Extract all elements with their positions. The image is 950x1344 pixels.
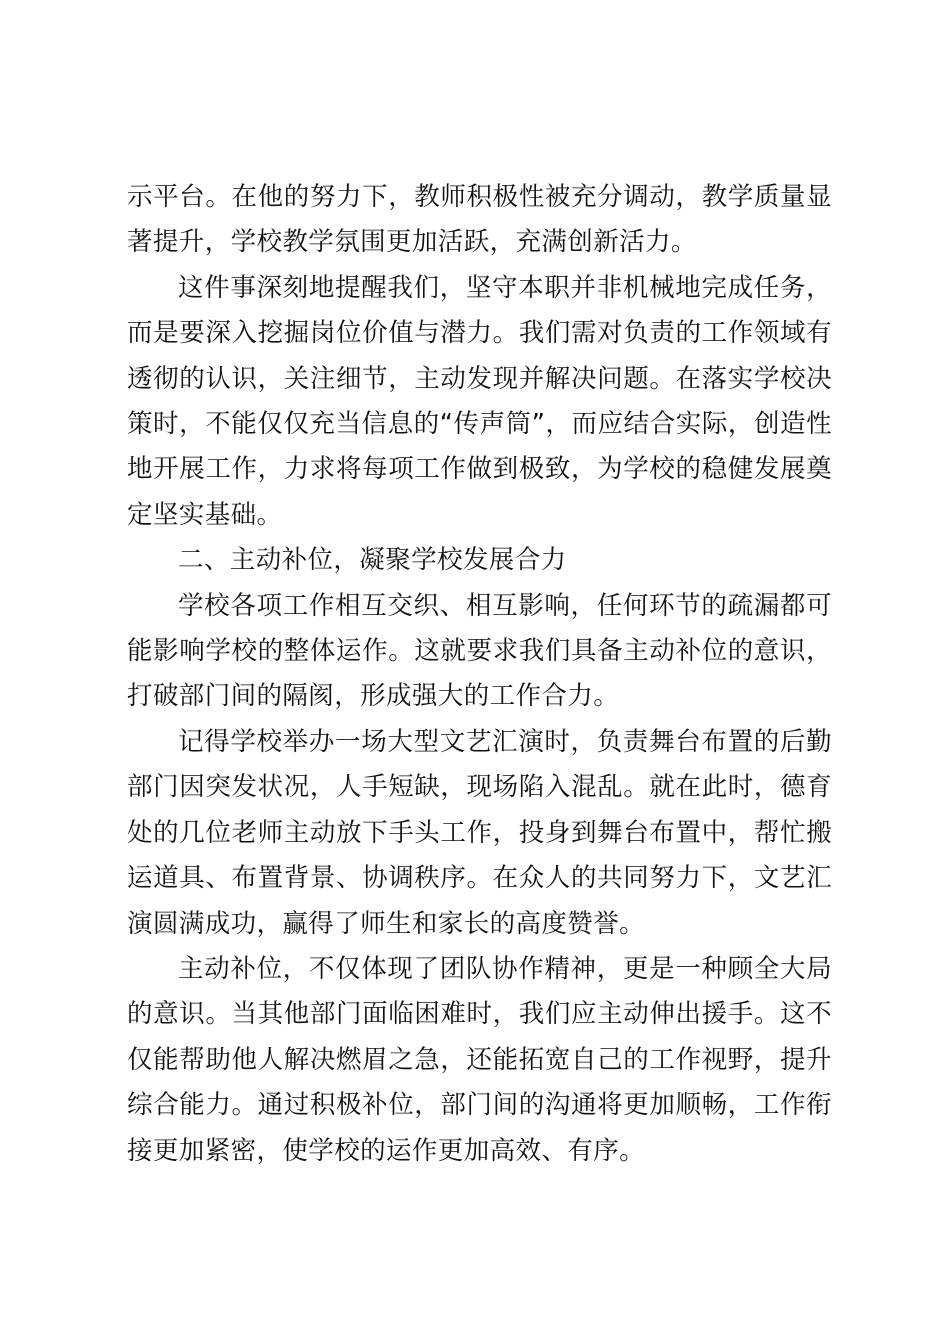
paragraph-intro: 学校各项工作相互交织、相互影响，任何环节的疏漏都可能影响学校的整体运作。这就要求我们具备主动补位的意识，打破部门间的隔阂，形成强大的工作合力。	[127, 590, 832, 712]
paragraph-conclusion: 主动补位，不仅体现了团队协作精神，更是一种顾全大局的意识。当其他部门面临困难时，我们应主动伸出援手。这不仅能帮助他人解决燃眉之急，还能拓宽自己的工作视野，提升综合能力。通过积极补位，部门间的沟通将更加顺畅，工作衔接更加紧密，使学校的运作更加高效、有序。	[127, 953, 832, 1166]
paragraph-example: 记得学校举办一场大型文艺汇演时，负责舞台布置的后勤部门因突发状况，人手短缺，现场陷入混乱。就在此时，德育处的几位老师主动放下手头工作，投身到舞台布置中，帮忙搬运道具、布置背景、协调秩序。在众人的共同努力下，文艺汇演圆满成功，赢得了师生和家长的高度赞誉。	[127, 726, 832, 939]
paragraph-reflection: 这件事深刻地提醒我们，坚守本职并非机械地完成任务，而是要深入挖掘岗位价值与潜力。我们需对负责的工作领域有透彻的认识，关注细节，主动发现并解决问题。在落实学校决策时，不能仅仅充当信息的“传声筒”，而应结合实际，创造性地开展工作，力求将每项工作做到极致，为学校的稳健发展奠定坚实基础。	[127, 272, 832, 530]
section-heading: 二、主动补位，凝聚学校发展合力	[178, 545, 567, 576]
paragraph-continuation: 示平台。在他的努力下，教师积极性被充分调动，教学质量显著提升，学校教学氛围更加活跃，充满创新活力。	[127, 182, 832, 258]
document-body	[127, 175, 832, 1174]
